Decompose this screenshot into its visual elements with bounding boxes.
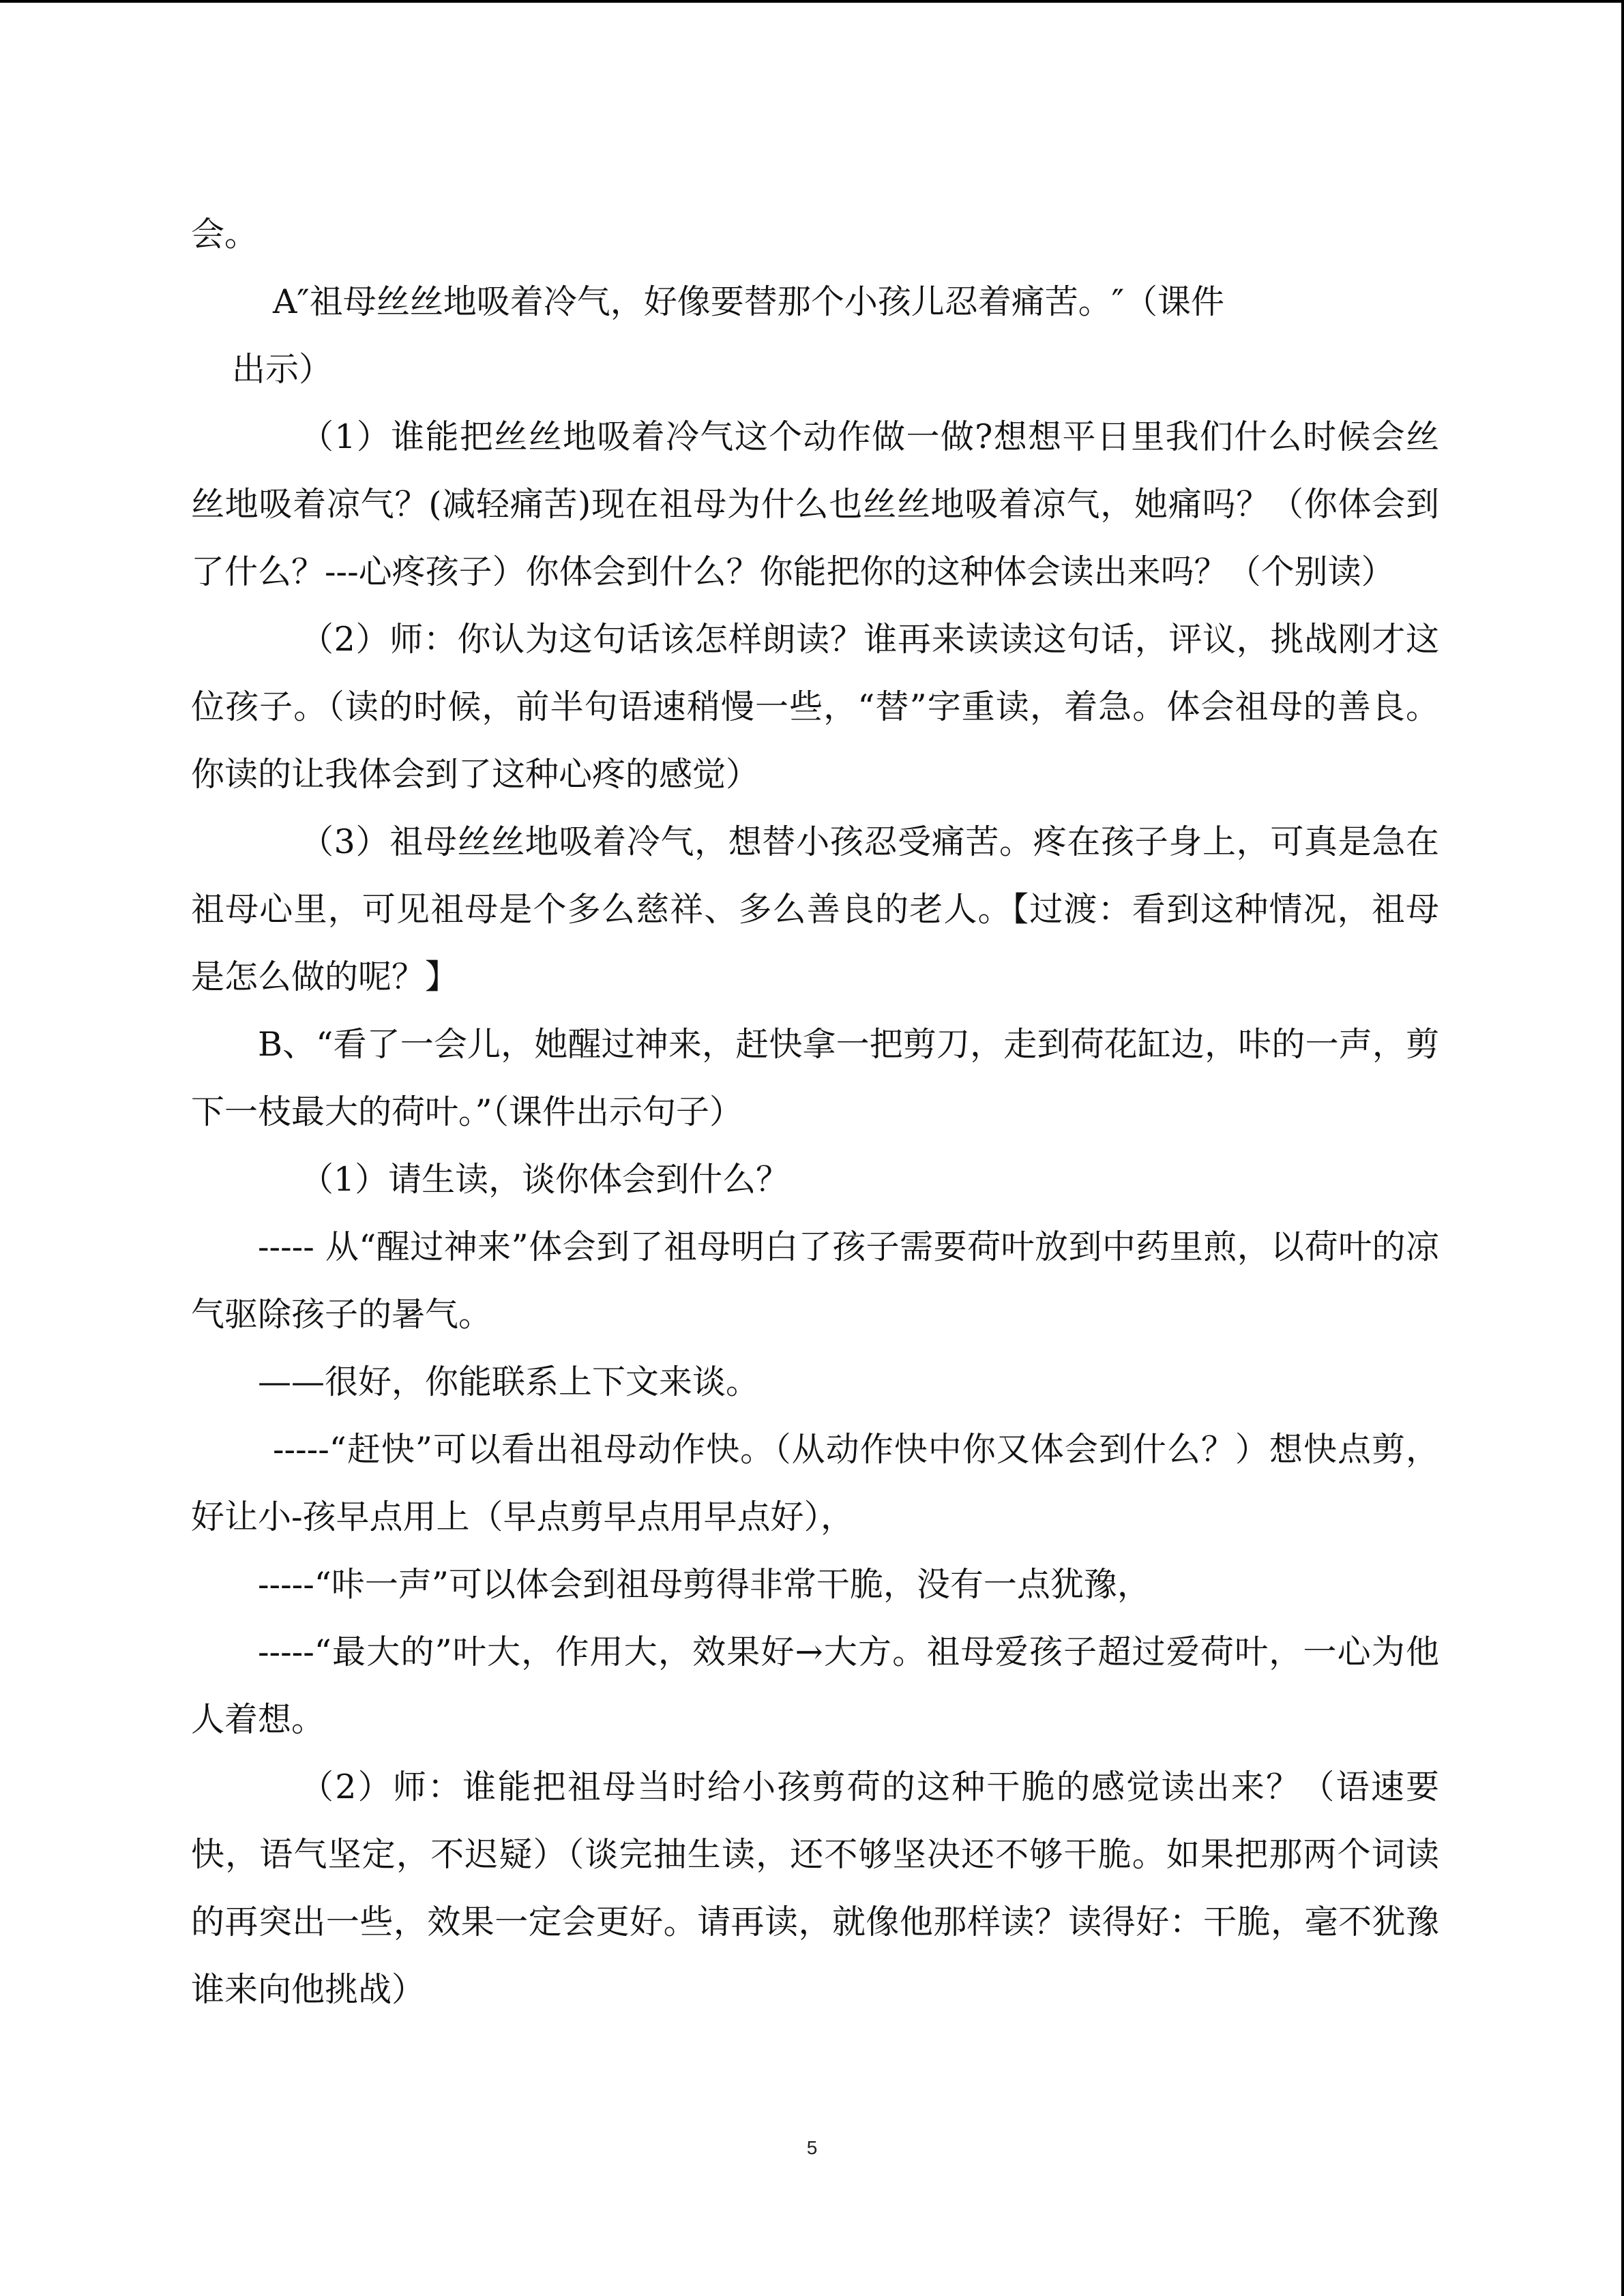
paragraph-2-continuation: 出示）: [232, 350, 333, 389]
paragraph-10: -----“赶快”可以看出祖母动作快。（从动作快中你又体会到什么？）想快点剪，好让小-孩早点用上（早点剪早点用早点好），: [191, 1430, 1439, 1536]
paragraph-9: ——很好，你能联系上下文来谈。: [258, 1362, 760, 1401]
paragraph-7: （1）请生读，谈你体会到什么？: [300, 1160, 790, 1199]
page-number: 5: [806, 2137, 818, 2158]
paragraph-1: 会。: [191, 215, 259, 254]
paragraph-4: （2）师：你认为这句话该怎样朗读？谁再来读读这句话，评议，挑战刚才这位孩子。（读的时候，前半句语速稍慢一些，“替”字重读，着急。体会祖母的善良。你读的让我体会到了这种心疼的感觉）: [191, 620, 1439, 794]
paragraph-2: A″祖母丝丝地吸着冷气，好像要替那个小孩儿忍着痛苦。″（课件: [273, 282, 1224, 321]
paragraph-6: B、“看了一会儿，她醒过神来，赶快拿一把剪刀，走到荷花缸边，咔的一声，剪下一枝最大的荷叶。”（课件出示句子）: [191, 1025, 1439, 1131]
paragraph-3: （1）谁能把丝丝地吸着冷气这个动作做一做?想想平日里我们什么时候会丝丝地吸着凉气？(减轻痛苦)现在祖母为什么也丝丝地吸着凉气，她痛吗？（你体会到了什么？---心疼孩子）你体会到什么？你能把你的这种体会读出来吗？（个别读）: [191, 417, 1439, 591]
paragraph-12: -----“最大的”叶大，作用大，效果好→大方。祖母爱孩子超过爱荷叶，一心为他人着想。: [191, 1632, 1439, 1739]
document-body: [191, 200, 1439, 2023]
paragraph-8: ----- 从“醒过神来”体会到了祖母明白了孩子需要荷叶放到中药里煎，以荷叶的凉气驱除孩子的暑气。: [191, 1227, 1439, 1334]
paragraph-13: （2）师：谁能把祖母当时给小孩剪荷的这种干脆的感觉读出来？（语速要快，语气坚定，不迟疑）（谈完抽生读，还不够坚决还不够干脆。如果把那两个词读的再突出一些，效果一定会更好。请再读，就像他那样读？读得好：干脆，毫不犹豫谁来向他挑战）: [191, 1768, 1439, 2009]
paragraph-11: -----“咔一声”可以体会到祖母剪得非常干脆，没有一点犹豫，: [258, 1565, 1151, 1604]
paragraph-5: （3）祖母丝丝地吸着冷气，想替小孩忍受痛苦。疼在孩子身上，可真是急在祖母心里，可见祖母是个多么慈祥、多么善良的老人。【过渡：看到这种情况，祖母是怎么做的呢？】: [191, 822, 1439, 996]
